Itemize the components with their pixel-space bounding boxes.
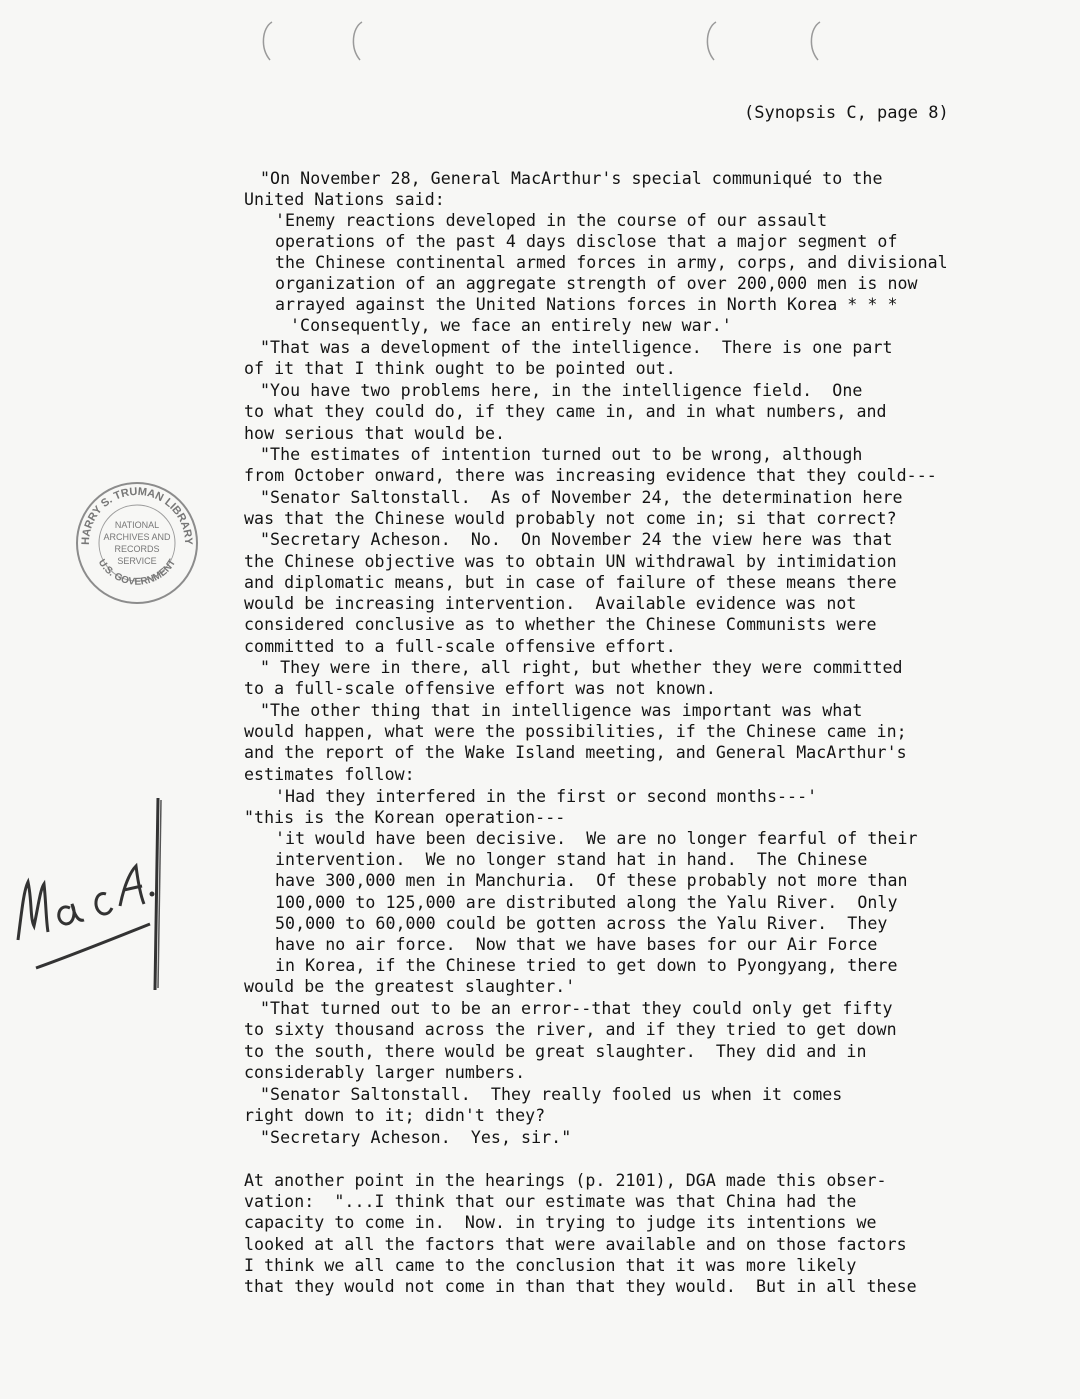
text-line: and diplomatic means, but in case of failure of these means there xyxy=(244,573,897,592)
text-line: that they would not come in than that they would. But in all these xyxy=(244,1277,917,1296)
text-line: committed to a full-scale offensive effort. xyxy=(244,637,676,656)
text-line: "Secretary Acheson. No. On November 24 the view here was that xyxy=(260,530,893,549)
binder-hole-mark xyxy=(256,18,278,64)
text-line: arrayed against the United Nations forces in North Korea * * * xyxy=(275,295,898,314)
text-line: to a full-scale offensive effort was not known. xyxy=(244,679,716,698)
text-line: how serious that would be. xyxy=(244,424,506,443)
text-line: looked at all the factors that were available and on those factors xyxy=(244,1235,907,1254)
text-line: considerably larger numbers. xyxy=(244,1063,526,1082)
text-line: "You have two problems here, in the intelligence field. One xyxy=(260,381,863,400)
text-line: capacity to come in. Now. in trying to judge its intentions we xyxy=(244,1213,877,1232)
text-line: vation: "...I think that our estimate was that China had the xyxy=(244,1192,857,1211)
text-line: and the report of the Wake Island meeting, and General MacArthur's xyxy=(244,743,907,762)
handwritten-margin-note xyxy=(0,790,230,1010)
text-line: have no air force. Now that we have bases for our Air Force xyxy=(275,935,878,954)
text-line: right down to it; didn't they? xyxy=(244,1106,546,1125)
text-line: "On November 28, General MacArthur's special communiqué to the xyxy=(260,169,883,188)
text-line: intervention. We no longer stand hat in hand. The Chinese xyxy=(275,850,868,869)
text-line: "The estimates of intention turned out to be wrong, although xyxy=(260,445,863,464)
text-line: the Chinese continental armed forces in army, corps, and divisional xyxy=(275,253,948,272)
text-line: would be increasing intervention. Available evidence was not xyxy=(244,594,857,613)
text-line: 100,000 to 125,000 are distributed along the Yalu River. Only xyxy=(275,893,898,912)
binder-hole-mark xyxy=(700,18,722,64)
text-line: organization of an aggregate strength of over 200,000 men is now xyxy=(275,274,918,293)
archive-stamp xyxy=(72,478,202,608)
text-line: 50,000 to 60,000 could be gotten across the Yalu River. They xyxy=(275,914,888,933)
text-line: would happen, what were the possibilities, if the Chinese came in; xyxy=(244,722,907,741)
text-line: " They were in there, all right, but whether they were committed xyxy=(260,658,903,677)
text-line: "Secretary Acheson. Yes, sir." xyxy=(260,1128,572,1147)
text-line: to sixty thousand across the river, and if they tried to get down xyxy=(244,1020,897,1039)
text-line: to the south, there would be great slaughter. They did and in xyxy=(244,1042,867,1061)
text-line: 'it would have been decisive. We are no longer fearful of their xyxy=(275,829,918,848)
text-line: would be the greatest slaughter.' xyxy=(244,977,576,996)
text-line: "That was a development of the intelligence. There is one part xyxy=(260,338,893,357)
page-header: (Synopsis C, page 8) xyxy=(744,103,949,123)
text-line: estimates follow: xyxy=(244,765,415,784)
text-line: operations of the past 4 days disclose that a major segment of xyxy=(275,232,898,251)
text-line: was that the Chinese would probably not come in; si that correct? xyxy=(244,509,897,528)
text-line: "Senator Saltonstall. They really fooled us when it comes xyxy=(260,1085,843,1104)
text-line: to what they could do, if they came in, and in what numbers, and xyxy=(244,402,887,421)
stamp-center-text: ARCHIVES AND xyxy=(103,532,171,542)
binder-hole-mark xyxy=(804,18,826,64)
stamp-center-text: NATIONAL xyxy=(114,520,160,530)
text-line: 'Had they interfered in the first or second months---' xyxy=(275,787,818,806)
text-line: in Korea, if the Chinese tried to get down to Pyongyang, there xyxy=(275,956,898,975)
text-line: 'Enemy reactions developed in the course of our assault xyxy=(275,211,828,230)
stamp-center-text: RECORDS xyxy=(114,544,160,554)
text-line: "Senator Saltonstall. As of November 24, the determination here xyxy=(260,488,903,507)
stamp-ring-text: HARRY S. TRUMAN LIBRARY xyxy=(79,485,195,546)
text-line: United Nations said: xyxy=(244,190,445,209)
text-line: I think we all came to the conclusion that it was more likely xyxy=(244,1256,857,1275)
text-line: "The other thing that in intelligence was important was what xyxy=(260,701,863,720)
text-line: considered conclusive as to whether the Chinese Communists were xyxy=(244,615,877,634)
stamp-center-text: SERVICE xyxy=(117,556,157,566)
text-line: "That turned out to be an error--that they could only get fifty xyxy=(260,999,893,1018)
text-line: At another point in the hearings (p. 2101), DGA made this obser- xyxy=(244,1171,887,1190)
text-line: from October onward, there was increasing evidence that they could--- xyxy=(244,466,937,485)
text-line: "this is the Korean operation--- xyxy=(244,808,566,827)
stamp-ring-bottom-text: U.S. GOVERNMENT xyxy=(95,557,179,588)
text-line: 'Consequently, we face an entirely new war.' xyxy=(290,316,732,335)
binder-hole-mark xyxy=(346,18,368,64)
text-line: of it that I think ought to be pointed out. xyxy=(244,359,676,378)
text-line: the Chinese objective was to obtain UN withdrawal by intimidation xyxy=(244,552,897,571)
text-line: have 300,000 men in Manchuria. Of these probably not more than xyxy=(275,871,908,890)
